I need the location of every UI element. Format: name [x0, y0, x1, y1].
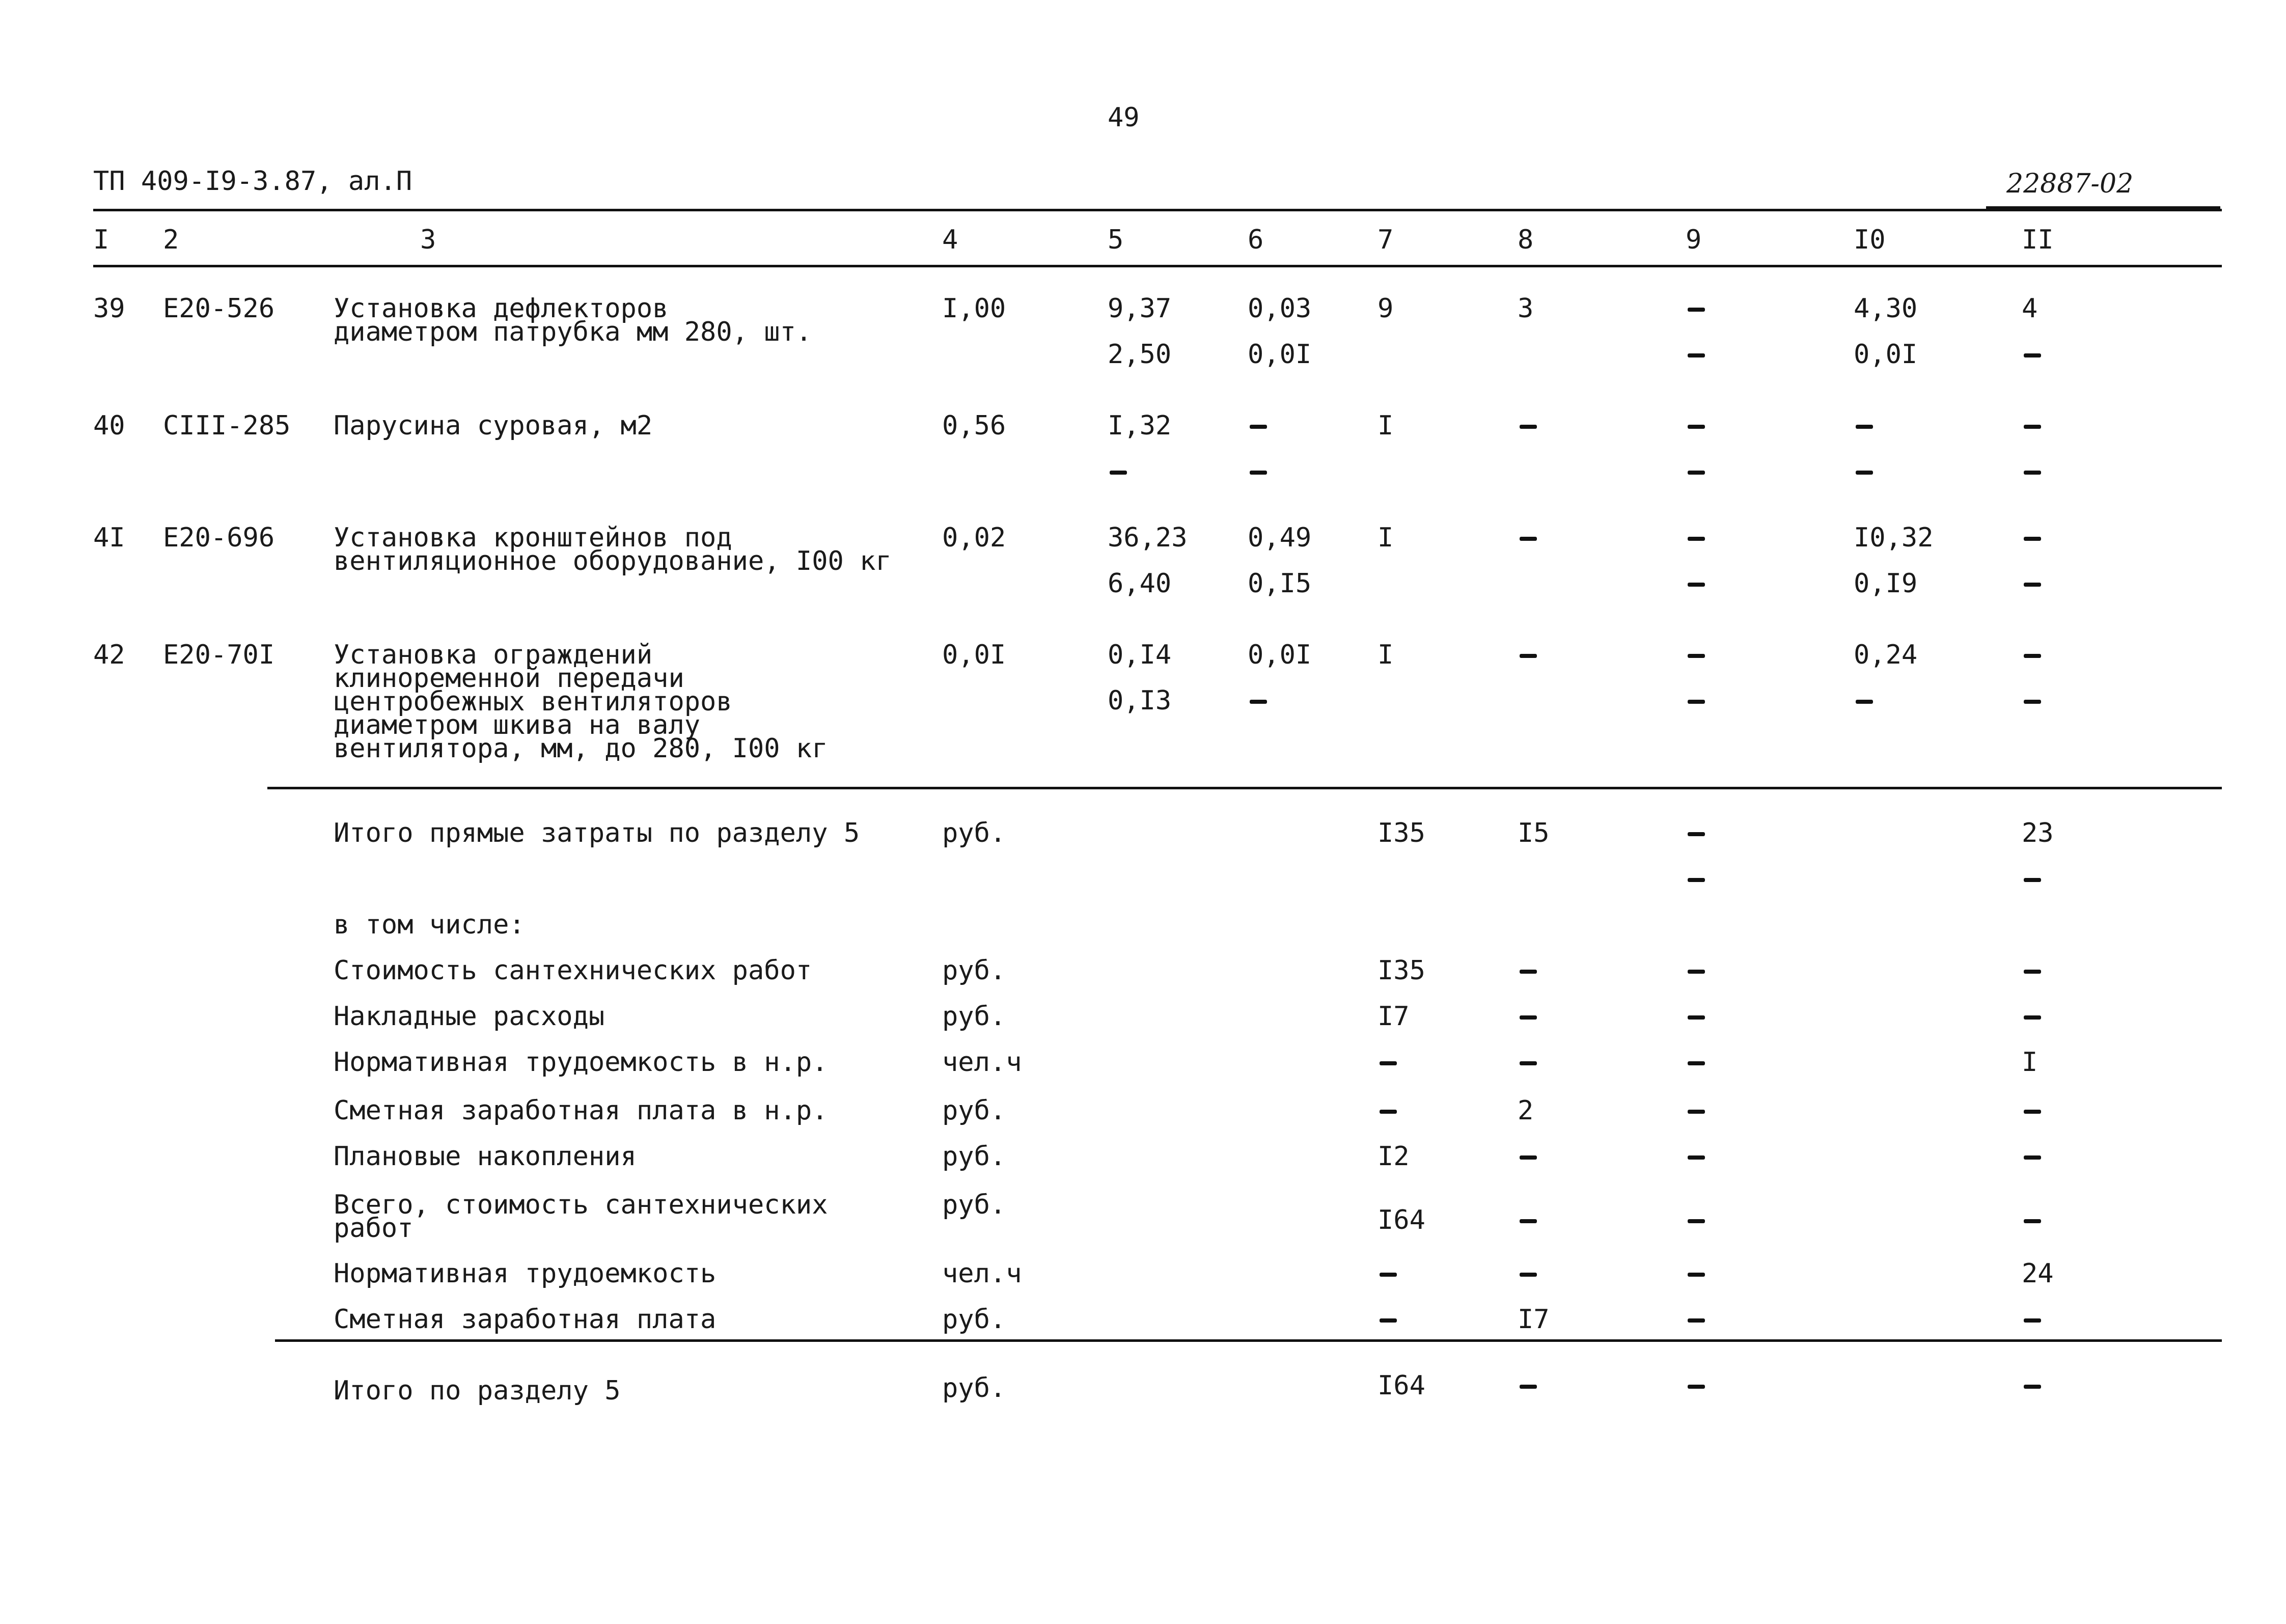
- total-col7: I64: [1378, 1205, 1425, 1235]
- row-col5: 2,50: [1108, 339, 1172, 370]
- total-col11-dash: [2024, 1110, 2041, 1114]
- row-name-line: Парусина суровая, м2: [334, 410, 653, 441]
- row-col9-dash: [1688, 537, 1705, 541]
- row-col5: 0,I4: [1108, 640, 1172, 670]
- row-number: 39: [93, 293, 125, 324]
- row-name-line: вентиляционное оборудование, I00 кг: [334, 546, 892, 576]
- column-header-3: 3: [420, 225, 436, 255]
- total-col11-dash: [2024, 878, 2041, 882]
- total-col9-dash: [1688, 1318, 1705, 1323]
- row-name-line: Установка дефлекторов: [334, 293, 669, 324]
- row-col7: 9: [1378, 293, 1394, 324]
- row-code: Е20-526: [163, 293, 275, 324]
- total-col8-dash: [1520, 1155, 1537, 1160]
- total-label: Нормативная трудоемкость в н.р.: [334, 1047, 828, 1078]
- total-label: работ: [334, 1213, 414, 1244]
- column-header-8: 8: [1518, 225, 1534, 255]
- column-header-9: 9: [1686, 225, 1702, 255]
- total-col9-dash: [1688, 970, 1705, 974]
- row-col10: 0,24: [1854, 640, 1918, 670]
- total-col11: 24: [2022, 1258, 2054, 1289]
- total-unit: руб.: [942, 1001, 1006, 1032]
- total-label: в том числе:: [334, 910, 525, 940]
- total-col7: I7: [1378, 1001, 1410, 1032]
- total-col11-dash: [2024, 1015, 2041, 1020]
- row-number: 40: [93, 410, 125, 441]
- total-col9-dash: [1688, 1219, 1705, 1223]
- row-col9-dash: [1688, 700, 1705, 704]
- total-unit: чел.ч: [942, 1258, 1022, 1289]
- total-col9-dash: [1688, 1110, 1705, 1114]
- row-name-line: клиноременной передачи: [334, 663, 684, 694]
- table-header-rule: [93, 265, 2222, 267]
- final-total-rule: [275, 1339, 2222, 1342]
- column-header-10: I0: [1854, 225, 1886, 255]
- total-unit: чел.ч: [942, 1047, 1022, 1078]
- inventory-number: 22887-02: [2006, 169, 2134, 199]
- total-col8-dash: [1520, 1061, 1537, 1065]
- total-col11: I: [2022, 1047, 2038, 1078]
- row-col5-dash: [1110, 471, 1127, 475]
- row-name-line: Установка кронштейнов под: [334, 522, 732, 553]
- row-name-line: Установка ограждений: [334, 640, 653, 670]
- row-col11-dash: [2024, 425, 2041, 429]
- row-col6: 0,0I: [1248, 640, 1312, 670]
- total-col7-dash: [1380, 1273, 1397, 1277]
- total-label: Стоимость сантехнических работ: [334, 955, 812, 986]
- total-col9-dash: [1688, 1273, 1705, 1277]
- total-label: Сметная заработная плата в н.р.: [334, 1095, 828, 1126]
- total-label: Накладные расходы: [334, 1001, 605, 1032]
- total-col8-dash: [1520, 970, 1537, 974]
- total-label: Нормативная трудоемкость: [334, 1258, 717, 1289]
- total-unit: руб.: [942, 1304, 1006, 1335]
- row-col10: 4,30: [1854, 293, 1918, 324]
- row-col6-dash: [1250, 471, 1267, 475]
- row-col5: 9,37: [1108, 293, 1172, 324]
- total-col11-dash: [2024, 1219, 2041, 1223]
- final-total-unit: руб.: [942, 1373, 1006, 1403]
- column-header-5: 5: [1108, 225, 1124, 255]
- total-col9-dash: [1688, 878, 1705, 882]
- row-col9-dash: [1688, 583, 1705, 587]
- row-col11: 4: [2022, 293, 2038, 324]
- page-number: 49: [1108, 102, 1140, 133]
- final-total-col7: I64: [1378, 1370, 1425, 1401]
- row-col6-dash: [1250, 700, 1267, 704]
- row-col8-dash: [1520, 537, 1537, 541]
- row-col6-dash: [1250, 425, 1267, 429]
- row-col9-dash: [1688, 353, 1705, 357]
- total-unit: руб.: [942, 1141, 1006, 1172]
- row-col11-dash: [2024, 537, 2041, 541]
- total-col11: 23: [2022, 818, 2054, 848]
- total-col8: I5: [1518, 818, 1550, 848]
- row-col5: 6,40: [1108, 568, 1172, 599]
- row-col11-dash: [2024, 654, 2041, 658]
- row-name-line: вентилятора, мм, до 280, I00 кг: [334, 733, 828, 764]
- row-name-line: диаметром патрубка мм 280, шт.: [334, 317, 812, 347]
- total-col9-dash: [1688, 1015, 1705, 1020]
- row-quantity: 0,0I: [942, 640, 1006, 670]
- row-quantity: 0,02: [942, 522, 1006, 553]
- row-col5: 0,I3: [1108, 685, 1172, 716]
- column-header-7: 7: [1378, 225, 1394, 255]
- row-col10: 0,0I: [1854, 339, 1918, 370]
- doc-code: ТП 409-I9-3.87, ал.П: [93, 166, 412, 197]
- total-unit: руб.: [942, 1190, 1006, 1220]
- total-col7: I2: [1378, 1141, 1410, 1172]
- column-header-4: 4: [942, 225, 958, 255]
- row-code: Е20-696: [163, 522, 275, 553]
- row-quantity: I,00: [942, 293, 1006, 324]
- total-col7-dash: [1380, 1110, 1397, 1114]
- row-col8: 3: [1518, 293, 1534, 324]
- total-col11-dash: [2024, 1155, 2041, 1160]
- total-col8-dash: [1520, 1273, 1537, 1277]
- final-total-col8-dash: [1520, 1385, 1537, 1389]
- row-col9-dash: [1688, 425, 1705, 429]
- final-total-col11-dash: [2024, 1385, 2041, 1389]
- total-label: Итого прямые затраты по разделу 5: [334, 818, 860, 848]
- row-col7: I: [1378, 640, 1394, 670]
- total-col11-dash: [2024, 1318, 2041, 1323]
- row-col9-dash: [1688, 471, 1705, 475]
- total-label: Сметная заработная плата: [334, 1304, 717, 1335]
- column-header-2: 2: [163, 225, 179, 255]
- row-number: 4I: [93, 522, 125, 553]
- totals-top-rule: [267, 787, 2222, 789]
- total-col8: I7: [1518, 1304, 1550, 1335]
- table-top-rule: [93, 209, 2222, 211]
- row-col11-dash: [2024, 471, 2041, 475]
- row-code: Е20-70I: [163, 640, 275, 670]
- row-col11-dash: [2024, 700, 2041, 704]
- total-unit: руб.: [942, 955, 1006, 986]
- total-col9-dash: [1688, 1155, 1705, 1160]
- row-col11-dash: [2024, 583, 2041, 587]
- total-col8-dash: [1520, 1219, 1537, 1223]
- column-header-11: II: [2022, 225, 2054, 255]
- total-col9-dash: [1688, 1061, 1705, 1065]
- total-col7: I35: [1378, 955, 1425, 986]
- row-quantity: 0,56: [942, 410, 1006, 441]
- row-col10: 0,I9: [1854, 568, 1918, 599]
- total-col7: I35: [1378, 818, 1425, 848]
- total-col8: 2: [1518, 1095, 1534, 1126]
- total-label: Плановые накопления: [334, 1141, 637, 1172]
- row-col6: 0,03: [1248, 293, 1312, 324]
- total-label: Всего, стоимость сантехнических: [334, 1190, 828, 1220]
- total-unit: руб.: [942, 1095, 1006, 1126]
- row-col6: 0,0I: [1248, 339, 1312, 370]
- row-col11-dash: [2024, 353, 2041, 357]
- row-number: 42: [93, 640, 125, 670]
- row-code: СIII-285: [163, 410, 291, 441]
- total-col7-dash: [1380, 1061, 1397, 1065]
- column-header-1: I: [93, 225, 109, 255]
- row-col8-dash: [1520, 654, 1537, 658]
- row-name-line: центробежных вентиляторов: [334, 686, 732, 717]
- final-total-col9-dash: [1688, 1385, 1705, 1389]
- row-col10-dash: [1856, 425, 1873, 429]
- row-name-line: диаметром шкива на валу: [334, 710, 701, 740]
- total-unit: руб.: [942, 818, 1006, 848]
- row-col10-dash: [1856, 471, 1873, 475]
- row-col8-dash: [1520, 425, 1537, 429]
- column-header-6: 6: [1248, 225, 1264, 255]
- row-col7: I: [1378, 410, 1394, 441]
- final-total-label: Итого по разделу 5: [334, 1375, 621, 1406]
- row-col9-dash: [1688, 654, 1705, 658]
- row-col5: I,32: [1108, 410, 1172, 441]
- row-col6: 0,I5: [1248, 568, 1312, 599]
- row-col5: 36,23: [1108, 522, 1188, 553]
- row-col6: 0,49: [1248, 522, 1312, 553]
- total-col7-dash: [1380, 1318, 1397, 1323]
- total-col8-dash: [1520, 1015, 1537, 1020]
- row-col10-dash: [1856, 700, 1873, 704]
- row-col7: I: [1378, 522, 1394, 553]
- total-col11-dash: [2024, 970, 2041, 974]
- row-col10: I0,32: [1854, 522, 1934, 553]
- total-col9-dash: [1688, 832, 1705, 836]
- row-col9-dash: [1688, 308, 1705, 312]
